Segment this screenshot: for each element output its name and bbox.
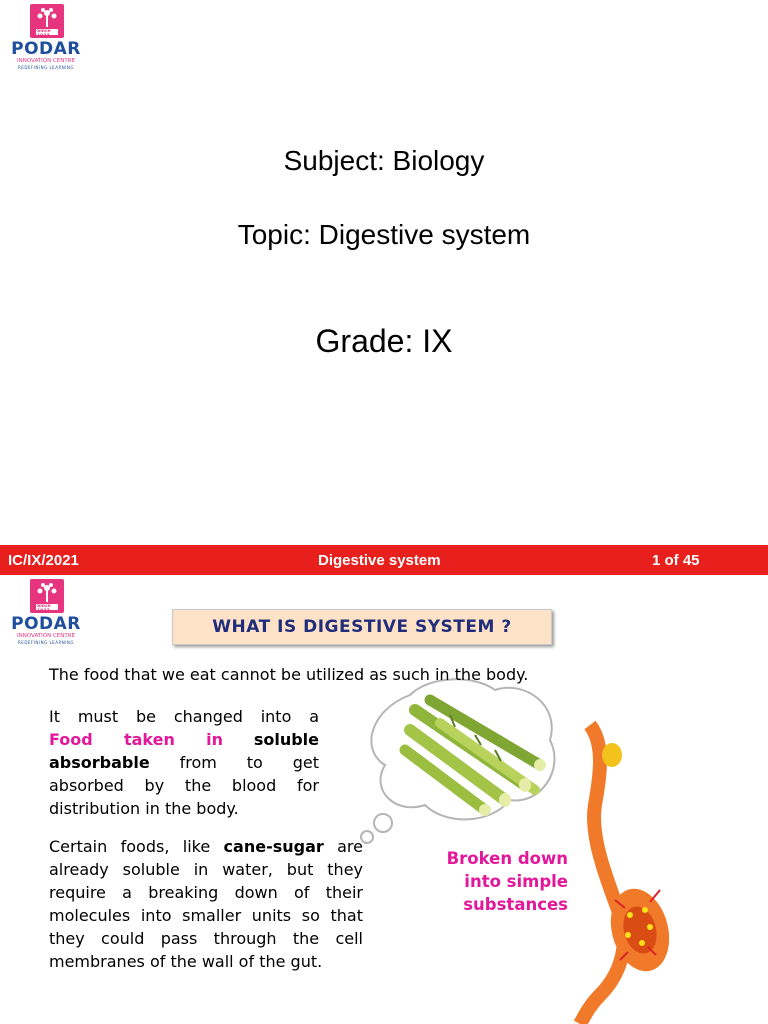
tree-logo-icon — [30, 4, 64, 38]
label-line-2: into simple — [464, 872, 568, 891]
p3-text-b: are already soluble in water, but they require a breaking down of their molecules into smaller units so that they could pass through the cell membranes of the wall of the gut. — [49, 837, 363, 971]
slide-heading: WHAT IS DIGESTIVE SYSTEM ? — [212, 617, 512, 637]
p3-text-a: Certain foods, like — [49, 837, 211, 856]
content-slide — [0, 575, 768, 1024]
slide-heading-box — [172, 609, 552, 645]
paragraph-2 — [49, 705, 319, 820]
podar-logo — [6, 579, 86, 649]
footer-code: IC/IX/2021 — [8, 552, 79, 569]
brand-tagline: INNOVATION CENTRE — [16, 58, 76, 64]
p2-bold-text: soluble absorbable — [49, 730, 319, 772]
brand-name: PODAR — [11, 614, 81, 634]
p2-text-b: from to get absorbed by the blood for distribution in the body. — [49, 753, 319, 818]
since-text: Since 1927 — [37, 29, 51, 39]
topic-title: Topic: Digestive system — [237, 219, 531, 250]
digestive-tract-illustration — [560, 715, 768, 1024]
page-number: 1 of 45 — [652, 552, 700, 569]
brand-name: PODAR — [11, 39, 81, 59]
paragraph-3 — [49, 835, 363, 973]
paragraph-1-text: The food that we eat cannot be utilized as such in the body. — [49, 665, 529, 684]
tree-logo-icon — [30, 579, 64, 613]
podar-logo — [6, 4, 86, 74]
label-line-3: substances — [463, 895, 568, 914]
since-text: Since 1927 — [37, 604, 51, 614]
footer-title: Digestive system — [318, 552, 441, 569]
label-line-1: Broken down — [446, 849, 568, 868]
footer-bar — [0, 545, 768, 575]
broken-down-label — [420, 847, 568, 916]
brand-tagline: INNOVATION CENTRE — [16, 633, 76, 639]
subject-title: Subject: Biology — [283, 145, 485, 176]
grade-title: Grade: IX — [315, 323, 453, 359]
p3-bold-text: cane-sugar — [223, 837, 324, 856]
brand-motto: REDEFINING LEARNING — [18, 640, 74, 645]
thought-cloud-sugarcane — [355, 675, 565, 845]
p2-pink-text: Food taken in — [49, 730, 224, 749]
brand-motto: REDEFINING LEARNING — [18, 65, 74, 70]
paragraph-1 — [49, 663, 629, 686]
p2-text-a: It must be changed into a — [49, 707, 319, 726]
